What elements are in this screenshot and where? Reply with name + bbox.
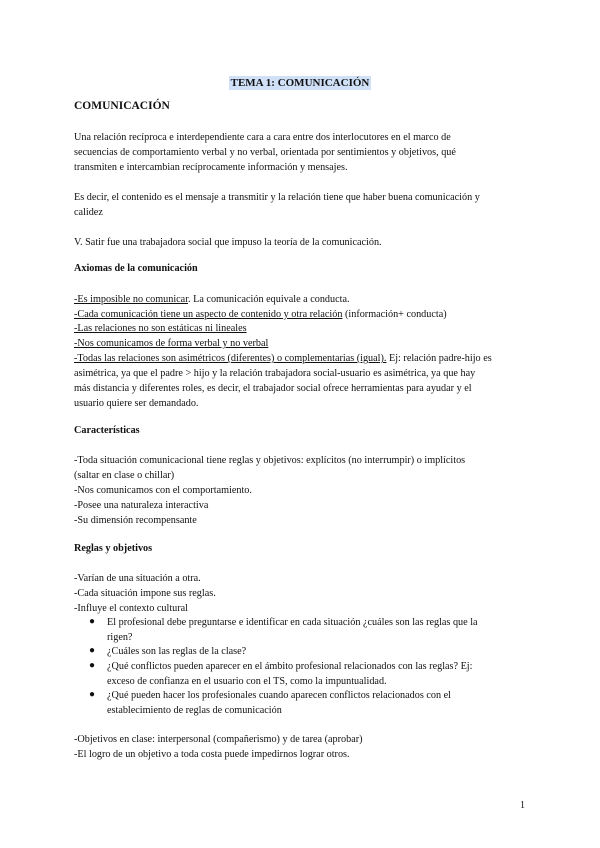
- axiom-item: [74, 352, 492, 365]
- bullet-icon: ●: [89, 616, 96, 627]
- bullet-line: ¿Qué pueden hacer los profesionales cuando aparecen conflictos relacionados con el: [107, 690, 451, 701]
- axiomas-heading: Axiomas de la comunicación: [74, 263, 198, 274]
- section-heading: COMUNICACIÓN: [74, 100, 170, 112]
- axiom-item: [74, 337, 268, 350]
- bullet-line: El profesional debe preguntarse e identificar en cada situación ¿cuáles son las reglas que la: [107, 617, 478, 628]
- reglas-closing: -El logro de un objetivo a toda costa puede impedirnos lograr otros.: [74, 749, 350, 760]
- axiom-underlined: -Las relaciones no son estáticas ni lineales: [74, 323, 247, 334]
- paragraph2-line: calidez: [74, 207, 103, 218]
- bullet-line: ¿Cuáles son las reglas de la clase?: [107, 646, 247, 657]
- bullet-icon: ●: [89, 689, 96, 700]
- axiom-rest: . La comunicación equivale a conducta.: [188, 294, 350, 305]
- reglas-closing: -Objetivos en clase: interpersonal (compañerismo) y de tarea (aprobar): [74, 734, 363, 745]
- axiom-continuation: asimétrica, ya que el padre > hijo y la relación trabajadora social-usuario es asimétrica, ya que hay: [74, 368, 476, 379]
- bullet-line: establecimiento de reglas de comunicación: [107, 705, 282, 716]
- axiom-rest: (información+ conducta): [342, 309, 447, 320]
- caracteristica-line: -Posee una naturaleza interactiva: [74, 500, 209, 511]
- paragraph3: V. Satir fue una trabajadora social que impuso la teoría de la comunicación.: [74, 237, 382, 248]
- bullet-icon: ●: [89, 645, 96, 656]
- axiom-underlined: -Cada comunicación tiene un aspecto de contenido y otra relación: [74, 309, 343, 320]
- reglas-line: -Influye el contexto cultural: [74, 603, 188, 614]
- title-wrap: [0, 73, 600, 91]
- reglas-line: -Cada situación impone sus reglas.: [74, 588, 216, 599]
- bullet-icon: ●: [89, 660, 96, 671]
- bullet-line: rigen?: [107, 632, 133, 643]
- caracteristica-line: (saltar en clase o chillar): [74, 470, 175, 481]
- reglas-line: -Varían de una situación a otra.: [74, 573, 201, 584]
- axiom-item: [74, 308, 447, 321]
- intro-line: secuencias de comportamiento verbal y no verbal, orientada por sentimientos y objetivos, qué: [74, 147, 456, 158]
- axiom-rest: Ej: relación padre-hijo es: [386, 353, 492, 364]
- caracteristicas-heading: Características: [74, 425, 140, 436]
- page-number: 1: [520, 800, 525, 811]
- bullet-line: exceso de confianza en el usuario con el TS, como la impuntualidad.: [107, 676, 387, 687]
- caracteristica-line: -Su dimensión recompensante: [74, 515, 197, 526]
- axiom-underlined: -Es imposible no comunicar: [74, 294, 189, 305]
- intro-line: Una relación recíproca e interdependiente cara a cara entre dos interlocutores en el marco de: [74, 132, 451, 143]
- intro-line: transmiten e intercambian recíprocamente información y mensajes.: [74, 162, 348, 173]
- axiom-underlined: -Todas las relaciones son asimétricos (diferentes) o complementarias (igual).: [74, 353, 387, 364]
- axiom-item: [74, 322, 247, 335]
- page-title: TEMA 1: COMUNICACIÓN: [230, 77, 370, 89]
- bullet-line: ¿Qué conflictos pueden aparecer en el ámbito profesional relacionados con las reglas? Ej:: [107, 661, 473, 672]
- axiom-underlined: -Nos comunicamos de forma verbal y no verbal: [74, 338, 269, 349]
- axiom-continuation: usuario quiere ser demandado.: [74, 398, 199, 409]
- paragraph2-line: Es decir, el contenido es el mensaje a transmitir y la relación tiene que haber buena comunicación y: [74, 192, 480, 203]
- reglas-heading: Reglas y objetivos: [74, 543, 153, 554]
- axiom-continuation: más distancia y diferentes roles, es decir, el trabajador social ofrece herramientas para ayudar y el: [74, 383, 472, 394]
- axiom-item: [74, 293, 350, 306]
- caracteristica-line: -Nos comunicamos con el comportamiento.: [74, 485, 252, 496]
- caracteristica-line: -Toda situación comunicacional tiene reglas y objetivos: explícitos (no interrumpir) o implícitos: [74, 455, 466, 466]
